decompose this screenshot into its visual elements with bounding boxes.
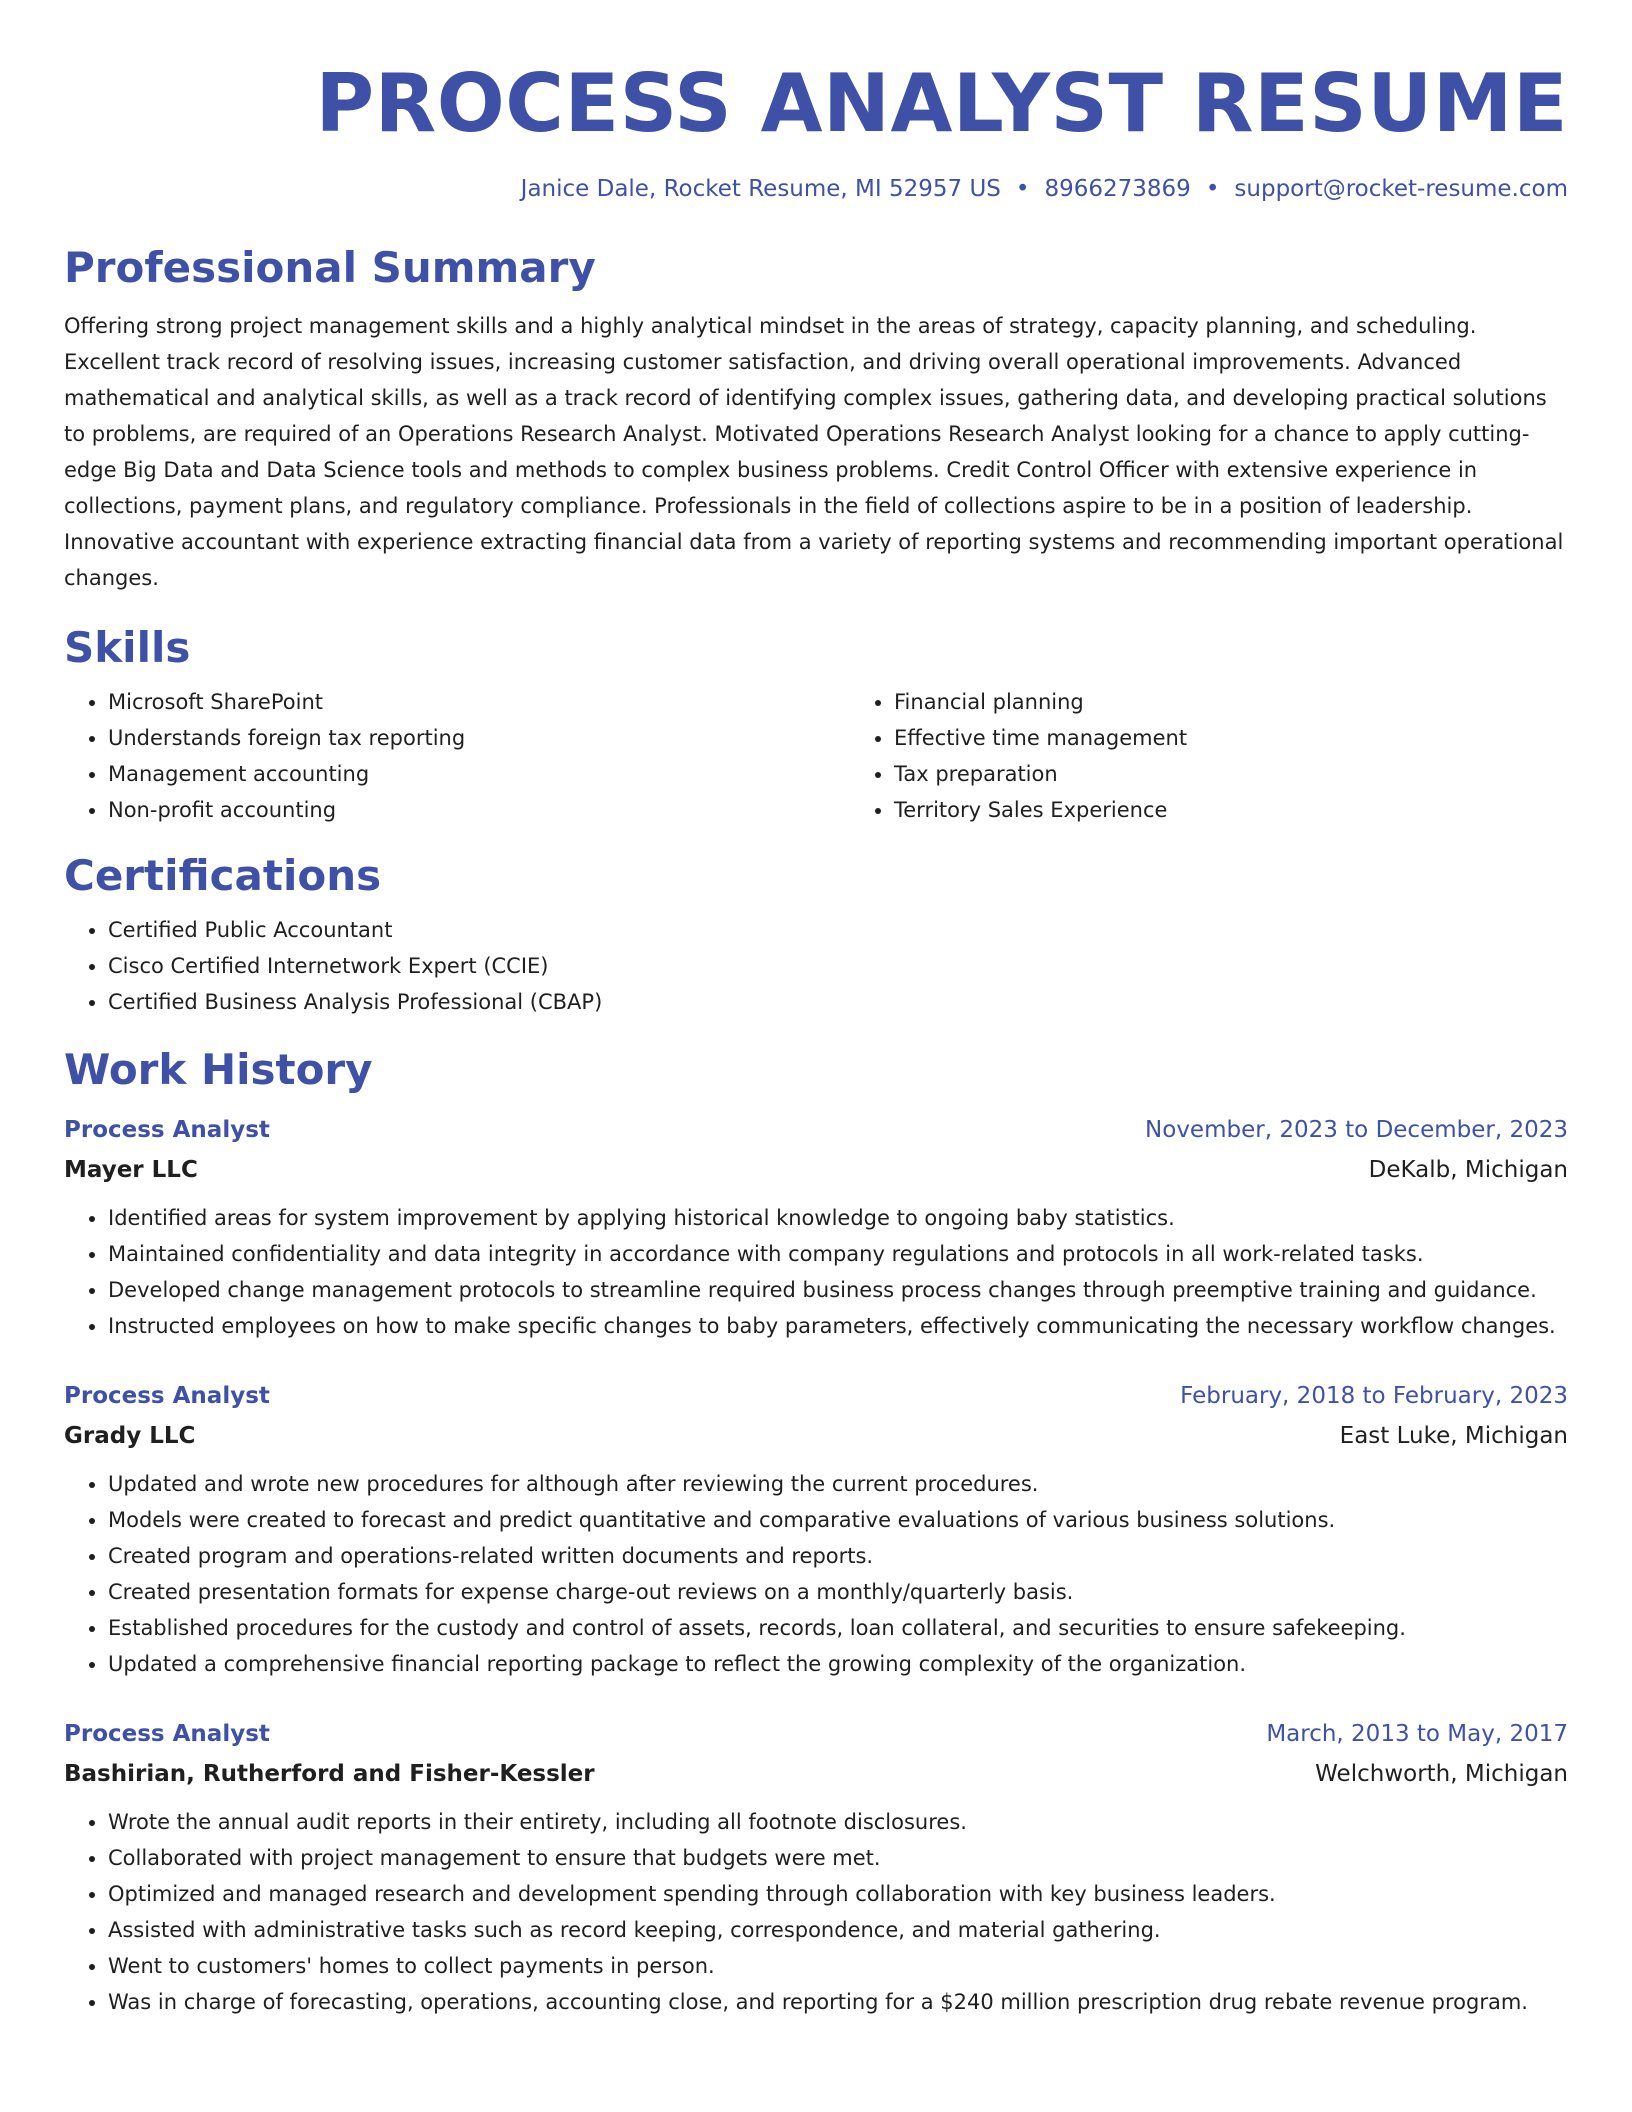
contact-line	[64, 174, 1568, 204]
job-company-row	[64, 1754, 1568, 1794]
contact-email: support@rocket-resume.com	[1234, 176, 1568, 202]
job-location: Welchworth, Michigan	[1315, 1761, 1568, 1787]
skills-list-left	[64, 684, 850, 828]
job-bullet: • Collaborated with project management to ensure that budgets were met.	[108, 1840, 1568, 1876]
job-title-row	[64, 1376, 1568, 1416]
job-bullet: • Updated and wrote new procedures for although after reviewing the current procedures.	[108, 1466, 1568, 1502]
skill-item: • Financial planning	[894, 684, 1632, 720]
job-company-row	[64, 1416, 1568, 1456]
job-title: Process Analyst	[64, 1721, 270, 1747]
job-bullet: • Assisted with administrative tasks such as record keeping, correspondence, and material gathering.	[108, 1912, 1568, 1948]
job-bullet: • Created program and operations-related written documents and reports.	[108, 1538, 1568, 1574]
job-dates: November, 2023 to December, 2023	[1145, 1117, 1568, 1143]
job-bullets	[64, 1804, 1568, 2020]
certifications-list	[64, 912, 1568, 1020]
certifications-heading: Certifications	[64, 851, 382, 900]
job-title-row	[64, 1714, 1568, 1754]
job-bullet: • Developed change management protocols to streamline required business process changes through preemptive training and guidance.	[108, 1272, 1568, 1308]
contact-address: Janice Dale, Rocket Resume, MI 52957 US	[520, 176, 1001, 202]
job-title-row	[64, 1110, 1568, 1150]
job-bullet: • Updated a comprehensive financial reporting package to reflect the growing complexity of the organization.	[108, 1646, 1568, 1682]
skill-item: • Territory Sales Experience	[894, 792, 1632, 828]
job-company: Mayer LLC	[64, 1157, 198, 1183]
job-location: East Luke, Michigan	[1339, 1423, 1568, 1449]
job-title: Process Analyst	[64, 1383, 270, 1409]
job-bullet: • Went to customers' homes to collect payments in person.	[108, 1948, 1568, 1984]
job-company: Bashirian, Rutherford and Fisher-Kessler	[64, 1761, 595, 1787]
resume-title: PROCESS ANALYST RESUME	[315, 57, 1568, 150]
skills-heading: Skills	[64, 623, 191, 672]
skill-item: • Non-profit accounting	[108, 792, 850, 828]
skill-item: • Understands foreign tax reporting	[108, 720, 850, 756]
job-bullet: • Maintained confidentiality and data integrity in accordance with company regulations and protocols in all work-related tasks.	[108, 1236, 1568, 1272]
certification-item: • Certified Business Analysis Professional (CBAP)	[108, 984, 1568, 1020]
job-bullet: • Created presentation formats for expense charge-out reviews on a monthly/quarterly basis.	[108, 1574, 1568, 1610]
job-entry	[64, 1376, 1568, 1682]
job-dates: February, 2018 to February, 2023	[1180, 1383, 1568, 1409]
job-bullet: • Identified areas for system improvement by applying historical knowledge to ongoing baby statistics.	[108, 1200, 1568, 1236]
job-bullet: • Wrote the annual audit reports in their entirety, including all footnote disclosures.	[108, 1804, 1568, 1840]
skills-columns	[64, 684, 1568, 828]
skill-item: • Management accounting	[108, 756, 850, 792]
skill-item: • Microsoft SharePoint	[108, 684, 850, 720]
skill-item: • Tax preparation	[894, 756, 1632, 792]
job-company: Grady LLC	[64, 1423, 196, 1449]
job-title: Process Analyst	[64, 1117, 270, 1143]
job-location: DeKalb, Michigan	[1368, 1157, 1568, 1183]
job-bullets	[64, 1200, 1568, 1344]
job-bullet: • Instructed employees on how to make specific changes to baby parameters, effectively communicating the necessary workflow changes.	[108, 1308, 1568, 1344]
contact-separator: •	[1015, 176, 1030, 202]
skills-list-right	[850, 684, 1632, 828]
job-bullet: • Optimized and managed research and development spending through collaboration with key business leaders.	[108, 1876, 1568, 1912]
job-bullets	[64, 1466, 1568, 1682]
contact-separator: •	[1205, 176, 1220, 202]
certification-item: • Certified Public Accountant	[108, 912, 1568, 948]
job-bullet: • Established procedures for the custody and control of assets, records, loan collateral, and securities to ensure safekeeping.	[108, 1610, 1568, 1646]
job-entry	[64, 1714, 1568, 2020]
job-entry	[64, 1110, 1568, 1344]
skill-item: • Effective time management	[894, 720, 1632, 756]
summary-text: Offering strong project management skills and a highly analytical mindset in the areas of strategy, capacity planning, and scheduling. Excellent track record of resolving issues, increasing customer satisfaction, and driving overall operational improvements. Advanced mathematical and analytical skills, as well as a track record of identifying complex issues, gathering data, and developing practical solutions to problems, are required of an Operations Research Analyst. Motivated Operations Research Analyst looking for a chance to apply cutting-edge Big Data and Data Science tools and methods to complex business problems. Credit Control Officer with extensive experience in collections, payment plans, and regulatory compliance. Professionals in the field of collections aspire to be in a position of leadership. Innovative accountant with experience extracting financial data from a variety of reporting systems and recommending important operational changes.	[64, 314, 1564, 590]
job-company-row	[64, 1150, 1568, 1190]
certification-item: • Cisco Certified Internetwork Expert (CCIE)	[108, 948, 1568, 984]
contact-phone: 8966273869	[1044, 176, 1191, 202]
job-bullet: • Models were created to forecast and predict quantitative and comparative evaluations of various business solutions.	[108, 1502, 1568, 1538]
job-dates: March, 2013 to May, 2017	[1266, 1721, 1568, 1747]
summary-heading: Professional Summary	[64, 243, 596, 292]
work-history-heading: Work History	[64, 1045, 373, 1094]
job-bullet: • Was in charge of forecasting, operations, accounting close, and reporting for a $240 million prescription drug rebate revenue program.	[108, 1984, 1568, 2020]
